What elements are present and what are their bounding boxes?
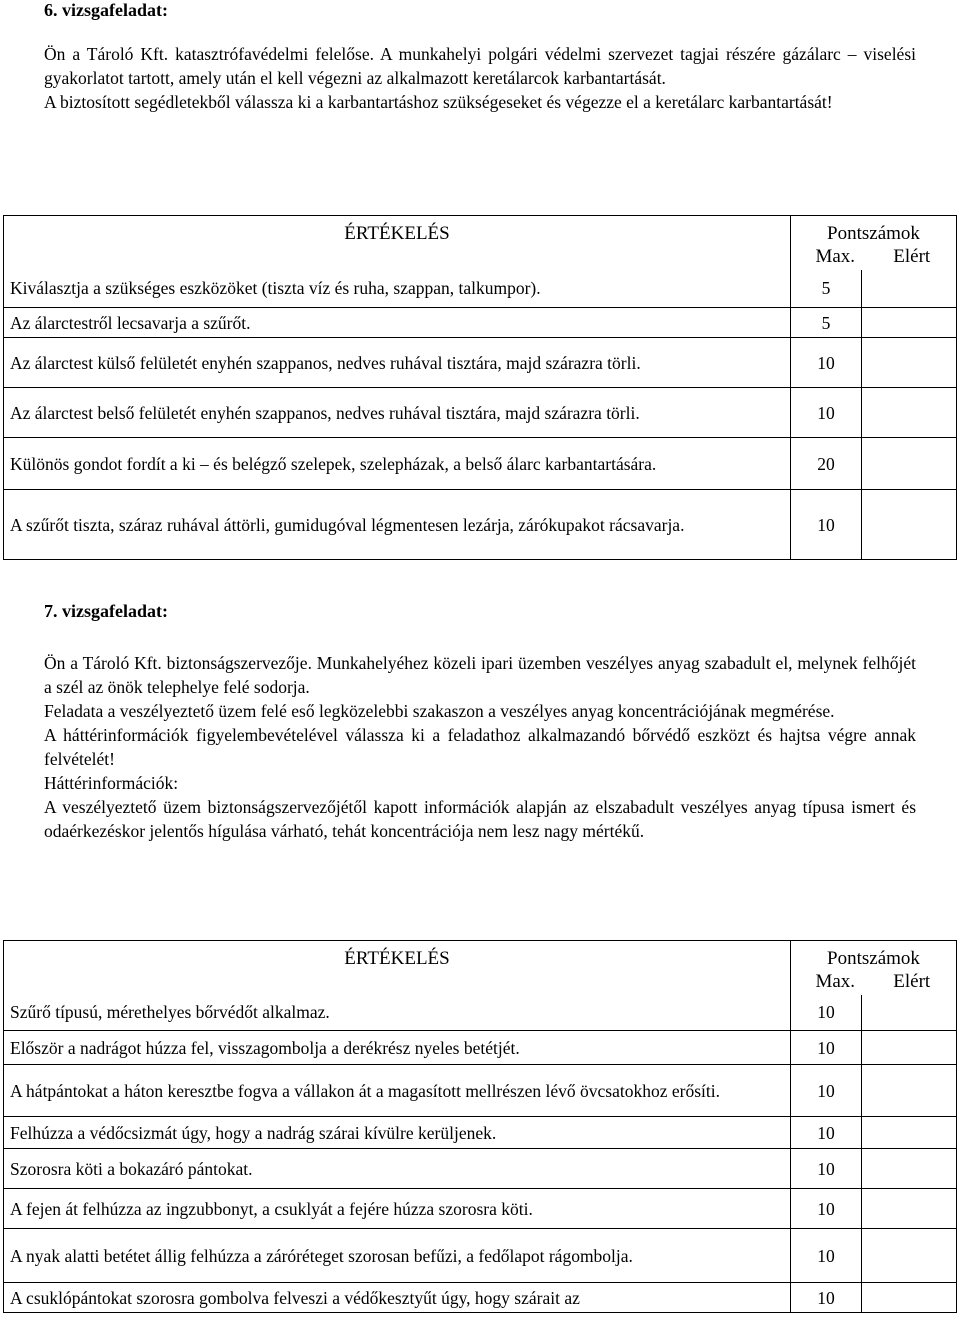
task-6-heading: 6. vizsgafeladat: [44, 0, 168, 20]
table-row [4, 995, 957, 1031]
achieved-points-cell[interactable] [862, 1117, 957, 1149]
table-row [4, 388, 957, 438]
achieved-points-cell[interactable] [862, 438, 957, 490]
criterion-text: A fejen át felhúzza az ingzubbonyt, a csuklyát a fejére húzza szorosra köti. [4, 1189, 791, 1229]
criterion-text: A nyak alatti betétet állig felhúzza a záróréteget szorosan befűzi, a fedőlapot rágombolja. [4, 1229, 791, 1283]
max-points: 10 [791, 338, 862, 388]
achieved-points-cell[interactable] [862, 995, 957, 1031]
criterion-text: Az álarctestről lecsavarja a szűrőt. [4, 308, 791, 338]
criterion-text: A csuklópántokat szorosra gombolva felveszi a védőkesztyűt úgy, hogy szárait az [4, 1283, 791, 1313]
max-points: 5 [791, 270, 862, 308]
table-row [4, 1283, 957, 1313]
task-7-evaluation-table [3, 940, 957, 1313]
table-row [4, 1065, 957, 1117]
max-points: 10 [791, 1229, 862, 1283]
achieved-points-cell[interactable] [862, 490, 957, 560]
max-points: 10 [791, 388, 862, 438]
table-row [4, 270, 957, 308]
criterion-text: Szűrő típusú, mérethelyes bőrvédőt alkalmaz. [4, 995, 791, 1031]
task-7-paragraph: Háttérinformációk: [44, 773, 179, 793]
max-points: 10 [791, 1283, 862, 1313]
max-label: Max. [815, 245, 856, 267]
criterion-text: Az álarctest belső felületét enyhén szappanos, nedves ruhával tisztára, majd szárazra törli. [4, 388, 791, 438]
achieved-points-cell[interactable] [862, 1065, 957, 1117]
achieved-points-cell[interactable] [862, 1283, 957, 1313]
task-7-paragraph: Feladata a veszélyeztető üzem felé eső legközelebbi szakaszon a veszélyes anyag koncentrációjának megmérése. [44, 701, 835, 721]
points-label: Pontszámok [827, 222, 920, 244]
criterion-text: Először a nadrágot húzza fel, visszagombolja a derékrész nyeles betétjét. [4, 1031, 791, 1065]
points-subheader [791, 245, 957, 270]
task-7-paragraph: Ön a Tároló Kft. biztonságszervezője. Munkahelyéhez közeli ipari üzemben veszélyes anyag szabadult el, melynek felhőjét a szél az önök telephelye felé sodorja. [44, 653, 916, 697]
max-points: 5 [791, 308, 862, 338]
task-7-heading: 7. vizsgafeladat: [44, 601, 168, 621]
task-7-paragraph: A veszélyeztető üzem biztonságszervezőjétől kapott információk alapján az elszabadult veszélyes anyag típusa ismert és odaérkezéskor jelentős hígulása várható, tehát koncentrációja nem lesz nagy mértékű. [44, 797, 916, 841]
criterion-text: Különös gondot fordít a ki – és belégző szelepek, szelepházak, a belső álarc karbantartására. [4, 438, 791, 490]
criterion-text: A hátpántokat a háton keresztbe fogva a vállakon át a magasított mellrészen lévő övcsatokhoz erősíti. [4, 1065, 791, 1117]
max-points: 10 [791, 1149, 862, 1189]
achieved-points-cell[interactable] [862, 1149, 957, 1189]
achieved-points-cell[interactable] [862, 308, 957, 338]
task-6-paragraph: A biztosított segédletekből válassza ki a karbantartáshoz szükségeseket és végezze el a keretálarc karbantartását! [44, 92, 833, 112]
achieved-points-cell[interactable] [862, 388, 957, 438]
task-7-paragraph: A háttérinformációk figyelembevételével válassza ki a feladathoz alkalmazandó bőrvédő eszközt és hajtsa végre annak felvételét! [44, 725, 916, 769]
criterion-text: Az álarctest külső felületét enyhén szappanos, nedves ruhával tisztára, majd szárazra törli. [4, 338, 791, 388]
achieved-points-cell[interactable] [862, 1229, 957, 1283]
task-6-paragraph: Ön a Tároló Kft. katasztrófavédelmi felelőse. A munkahelyi polgári védelmi szervezet tagjai részére gázálarc – viselési gyakorlatot tartott, amely után el kell végezni az alkalmazott keretálarcok karbantartását. [44, 44, 916, 88]
achieved-label: Elért [893, 970, 931, 992]
table-row [4, 1189, 957, 1229]
achieved-points-cell[interactable] [862, 1189, 957, 1229]
achieved-points-cell[interactable] [862, 338, 957, 388]
table-row [4, 490, 957, 560]
table-row [4, 1229, 957, 1283]
max-label: Max. [815, 970, 856, 992]
table-row [4, 338, 957, 388]
achieved-points-cell[interactable] [862, 270, 957, 308]
max-points: 10 [791, 1117, 862, 1149]
criterion-text: Felhúzza a védőcsizmát úgy, hogy a nadrág szárai kívülre kerüljenek. [4, 1117, 791, 1149]
criterion-text: A szűrőt tiszta, száraz ruhával áttörli, gumidugóval légmentesen lezárja, zárókupakot rácsavarja. [4, 490, 791, 560]
table-row [4, 308, 957, 338]
table-row [4, 1031, 957, 1065]
points-subheader [791, 970, 957, 995]
criterion-text: Kiválasztja a szükséges eszközöket (tiszta víz és ruha, szappan, talkumpor). [4, 270, 791, 308]
table-row [4, 1117, 957, 1149]
evaluation-title: ÉRTÉKELÉS [4, 941, 791, 977]
achieved-points-cell[interactable] [862, 1031, 957, 1065]
evaluation-title: ÉRTÉKELÉS [4, 216, 791, 252]
achieved-label: Elért [893, 245, 931, 267]
max-points: 10 [791, 1189, 862, 1229]
task-6-description [44, 42, 916, 114]
points-label: Pontszámok [827, 947, 920, 969]
max-points: 10 [791, 490, 862, 560]
task-7-description [44, 651, 916, 843]
max-points: 10 [791, 1031, 862, 1065]
max-points: 10 [791, 995, 862, 1031]
table-row [4, 438, 957, 490]
max-points: 20 [791, 438, 862, 490]
table-row [4, 1149, 957, 1189]
max-points: 10 [791, 1065, 862, 1117]
task-6-evaluation-table [3, 215, 957, 560]
criterion-text: Szorosra köti a bokazáró pántokat. [4, 1149, 791, 1189]
